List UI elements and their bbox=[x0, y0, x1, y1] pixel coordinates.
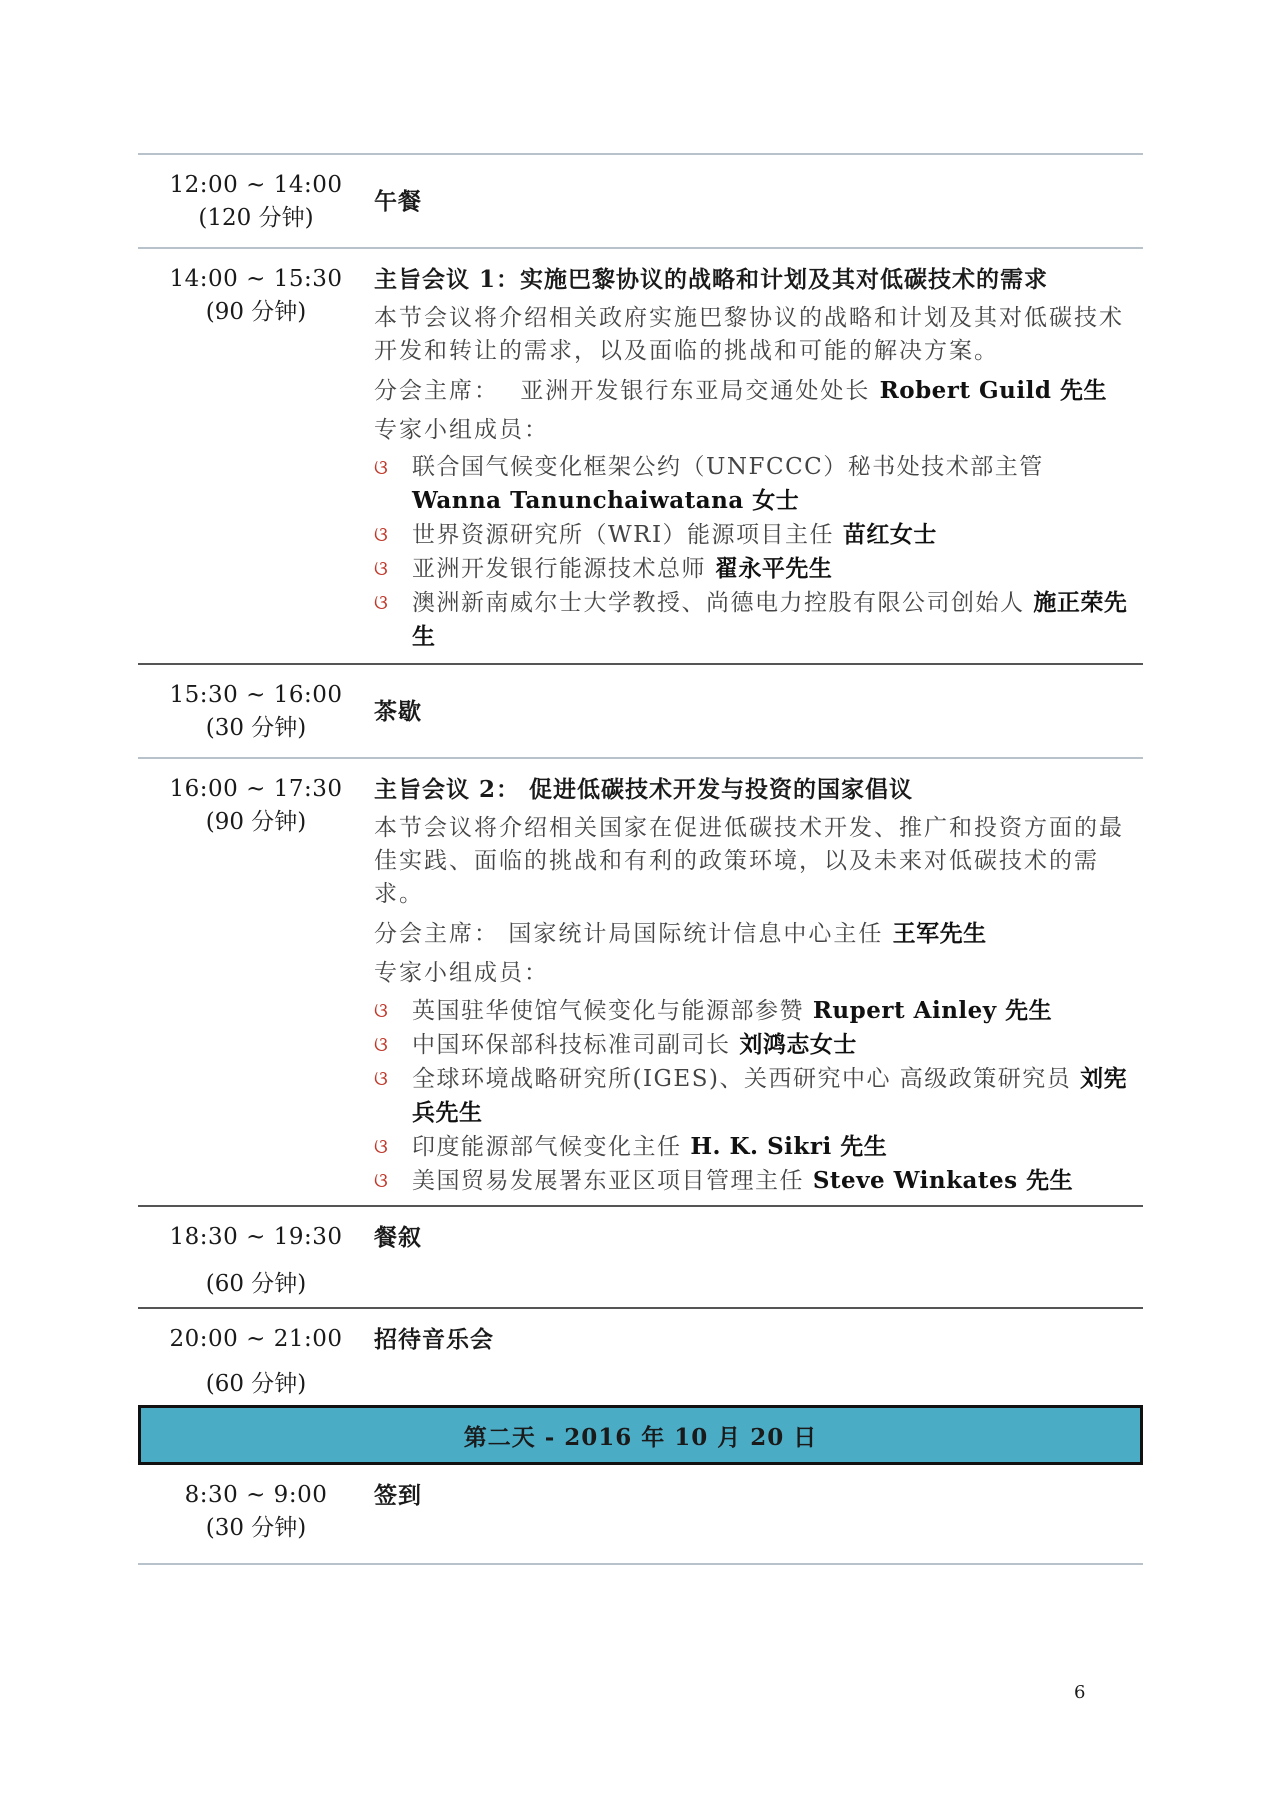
session-chair bbox=[374, 917, 1143, 951]
agenda-row-lunch bbox=[138, 153, 1143, 249]
session-description: 本节会议将介绍相关国家在促进低碳技术开发、推广和投资方面的最佳实践、面临的挑战和有利的政策环境，以及未来对低碳技术的需求。 bbox=[374, 815, 1124, 907]
content-cell bbox=[374, 759, 1143, 1205]
time-range: 16:00 ~ 17:30 bbox=[169, 776, 343, 802]
flourish-bullet-icon: ଓ bbox=[374, 1066, 390, 1090]
flourish-bullet-icon: ଓ bbox=[374, 1168, 390, 1192]
time-range: 18:30 ~ 19:30 bbox=[169, 1224, 343, 1250]
panelist-role: 印度能源部气候变化主任 bbox=[412, 1134, 682, 1160]
flourish-bullet-icon: ଓ bbox=[374, 556, 390, 580]
agenda-row-dinner bbox=[138, 1207, 1143, 1309]
panelist-role: 美国贸易发展署东亚区项目管理主任 bbox=[412, 1168, 804, 1194]
session-title: 招待音乐会 bbox=[374, 1326, 494, 1353]
time-cell bbox=[138, 1207, 374, 1307]
panelist-role: 中国环保部科技标准司副司长 bbox=[412, 1032, 731, 1058]
time-range: 20:00 ~ 21:00 bbox=[169, 1326, 343, 1352]
content-cell bbox=[374, 249, 1143, 663]
duration: (90 分钟) bbox=[205, 809, 307, 835]
panel-label: 专家小组成员： bbox=[374, 960, 549, 986]
panelist-item bbox=[374, 451, 1143, 518]
chair-label: 分会主席： bbox=[374, 921, 499, 947]
agenda-row-tea-break bbox=[138, 665, 1143, 759]
panelist-name: Steve Winkates 先生 bbox=[812, 1167, 1074, 1194]
panelist-role: 联合国气候变化框架公约（UNFCCC）秘书处技术部主管 bbox=[412, 454, 1044, 480]
session-chair bbox=[374, 374, 1143, 408]
duration: (120 分钟) bbox=[198, 205, 314, 231]
duration: (60 分钟) bbox=[205, 1271, 307, 1297]
day-header-bar bbox=[138, 1405, 1143, 1465]
panelist-role: 全球环境战略研究所(IGES)、关西研究中心 高级政策研究员 bbox=[412, 1066, 1072, 1092]
panelist-name: 翟永平先生 bbox=[714, 555, 833, 582]
agenda-row-check-in bbox=[138, 1465, 1143, 1565]
panelist-name: 刘鸿志女士 bbox=[739, 1031, 857, 1058]
panelist-item bbox=[374, 994, 1143, 1028]
panelist-item bbox=[374, 1062, 1143, 1130]
panelist-role: 英国驻华使馆气候变化与能源部参赞 bbox=[412, 998, 804, 1024]
panelist-name: 刘宪兵先生 bbox=[412, 1065, 1128, 1126]
time-cell bbox=[138, 1465, 374, 1563]
time-range: 12:00 ~ 14:00 bbox=[169, 172, 343, 198]
panelist-item bbox=[374, 518, 1143, 552]
flourish-bullet-icon: ଓ bbox=[374, 590, 390, 614]
time-cell bbox=[138, 759, 374, 1205]
content-cell bbox=[374, 155, 1143, 247]
page-number: 6 bbox=[1074, 1682, 1086, 1703]
duration: (90 分钟) bbox=[205, 299, 307, 325]
agenda-row-keynote-1 bbox=[138, 249, 1143, 665]
duration: (30 分钟) bbox=[205, 1515, 307, 1541]
flourish-bullet-icon: ଓ bbox=[374, 1032, 390, 1056]
panelist-item bbox=[374, 1130, 1143, 1164]
session-title: 主旨会议 1：实施巴黎协议的战略和计划及其对低碳技术的需求 bbox=[374, 266, 1049, 293]
chair-role: 国家统计局国际统计信息中心主任 bbox=[508, 921, 884, 947]
duration: (60 分钟) bbox=[205, 1371, 307, 1397]
panelist-item bbox=[374, 1164, 1143, 1198]
chair-label: 分会主席： bbox=[374, 378, 499, 404]
content-cell bbox=[374, 1207, 1143, 1307]
time-cell bbox=[138, 155, 374, 247]
panelist-name: 施正荣先生 bbox=[412, 589, 1128, 650]
agenda-table bbox=[138, 153, 1143, 1565]
flourish-bullet-icon: ଓ bbox=[374, 1134, 390, 1158]
time-cell bbox=[138, 1309, 374, 1401]
time-range: 15:30 ~ 16:00 bbox=[169, 682, 343, 708]
panelist-item bbox=[374, 586, 1143, 654]
session-title: 午餐 bbox=[374, 188, 422, 215]
session-title: 餐叙 bbox=[374, 1224, 422, 1251]
agenda-row-keynote-2 bbox=[138, 759, 1143, 1207]
agenda-row-concert bbox=[138, 1309, 1143, 1401]
panelist-role: 世界资源研究所（WRI）能源项目主任 bbox=[412, 522, 835, 548]
session-title: 主旨会议 2： 促进低碳技术开发与投资的国家倡议 bbox=[374, 776, 914, 803]
chair-role: 亚洲开发银行东亚局交通处处长 bbox=[520, 378, 871, 404]
session-title: 茶歇 bbox=[374, 698, 422, 725]
time-range: 14:00 ~ 15:30 bbox=[169, 266, 343, 292]
day-header-text: 第二天 - 2016 年 10 月 20 日 bbox=[463, 1423, 818, 1451]
chair-name: 王军先生 bbox=[892, 920, 987, 947]
time-range: 8:30 ~ 9:00 bbox=[184, 1482, 328, 1508]
panelist-role: 澳洲新南威尔士大学教授、尚德电力控股有限公司创始人 bbox=[412, 590, 1025, 616]
content-cell bbox=[374, 665, 1143, 757]
flourish-bullet-icon: ଓ bbox=[374, 998, 390, 1022]
session-title: 签到 bbox=[374, 1482, 422, 1509]
panelist-name: 苗红女士 bbox=[842, 521, 937, 548]
content-cell bbox=[374, 1465, 1143, 1563]
flourish-bullet-icon: ଓ bbox=[374, 522, 390, 546]
panelist-role: 亚洲开发银行能源技术总师 bbox=[412, 556, 706, 582]
panelist-item bbox=[374, 552, 1143, 586]
panelist-name: Wanna Tanunchaiwatana 女士 bbox=[412, 487, 800, 514]
session-description: 本节会议将介绍相关政府实施巴黎协议的战略和计划及其对低碳技术开发和转让的需求，以及面临的挑战和可能的解决方案。 bbox=[374, 305, 1124, 364]
panel-label: 专家小组成员： bbox=[374, 417, 549, 443]
flourish-bullet-icon: ଓ bbox=[374, 455, 390, 479]
chair-name: Robert Guild 先生 bbox=[879, 377, 1107, 404]
time-cell bbox=[138, 665, 374, 757]
panelist-name: Rupert Ainley 先生 bbox=[812, 997, 1053, 1024]
duration: (30 分钟) bbox=[205, 715, 307, 741]
panelist-name: H. K. Sikri 先生 bbox=[690, 1133, 888, 1160]
content-cell bbox=[374, 1309, 1143, 1401]
panelist-item bbox=[374, 1028, 1143, 1062]
time-cell bbox=[138, 249, 374, 663]
